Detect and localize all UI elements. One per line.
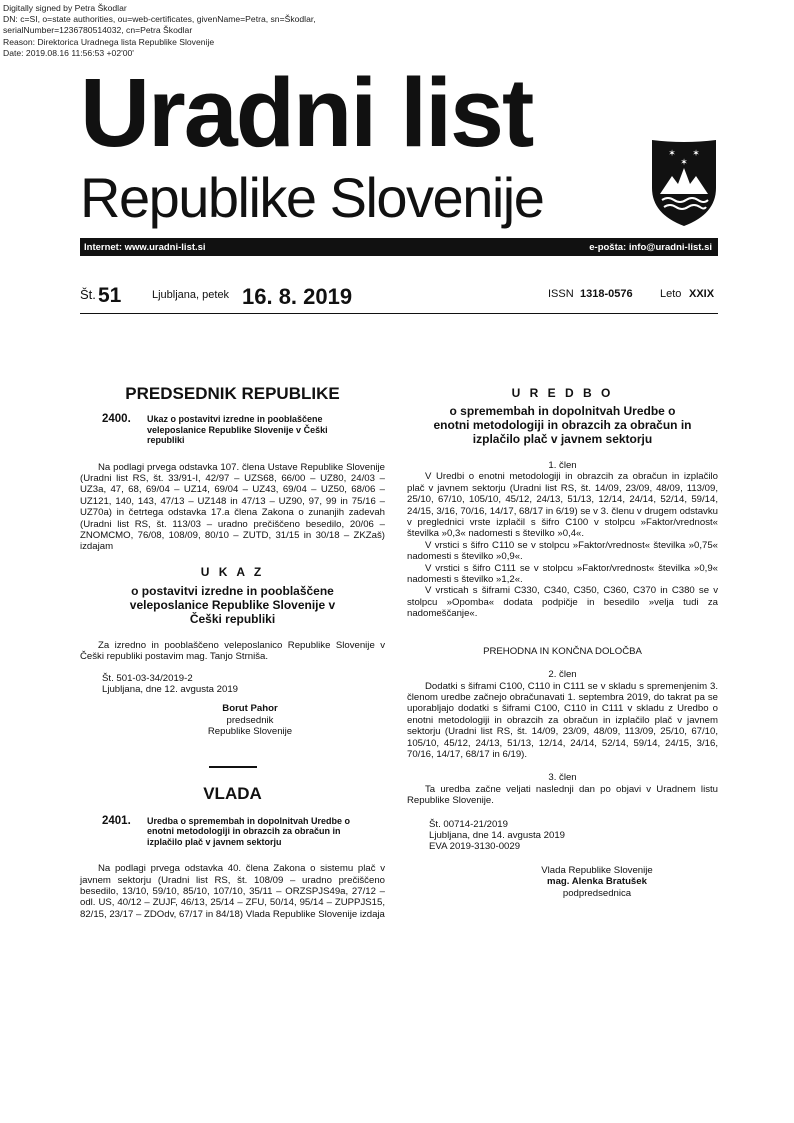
masthead-title: Uradni list (80, 58, 533, 167)
article-paragraph: Dodatki s šiframi C100, C110 in C111 se v skladu s spremenjenim 3. členom uredbe začnejo obračunavati 1. septembra 2019, do takrat pa se uporabljajo dodatki s šiframi C100, C110 in C111 v skladu z Uredbo o enotni metodologiji in obrazcih za obračun in izplačilo plač v javnem sektorju (Uradni list RS, št. 14/09, 23/09, 48/09, 113/09, 25/10, 67/10, 105/10, 45/12, 24/13, 51/13, 12/14, 24/14, 52/14, 59/14, 24/15, 3/16, 70/16, 14/17, 68/17 in 6/19). (407, 680, 718, 760)
ukaz-title: o postavitvi izredne in pooblaščene veleposlanice Republike Slovenije v Češki republiki (129, 583, 336, 626)
section-heading-government: VLADA (203, 783, 262, 803)
uredbo-title: o spremembah in dopolnitvah Uredbe o enotni metodologiji in obrazcih za obračun in izplačilo plač v javnem sektorju (433, 404, 692, 446)
decree-number: 2400. (102, 413, 131, 425)
digital-signature-block (3, 3, 316, 59)
signature-line: DN: c=SI, o=state authorities, ou=web-certificates, givenName=Petra, sn=Škodlar, (3, 14, 316, 25)
article-paragraph: Ta uredba začne veljati naslednji dan po objavi v Uradnem listu Republike Slovenije. (407, 783, 718, 807)
svg-text:✶: ✶ (668, 148, 676, 158)
section-heading-president: PREDSEDNIK REPUBLIKE (125, 384, 340, 403)
year-value: XXIX (689, 288, 715, 300)
reference-date: Ljubljana, dne 12. avgusta 2019 (102, 683, 239, 695)
signer-role: podpredsednica (562, 887, 632, 899)
signature-line: serialNumber=1236780514032, cn=Petra Škodlar (3, 25, 193, 36)
reference-date: Ljubljana, dne 14. avgusta 2019 (429, 829, 566, 841)
decree-heading-2401 (102, 816, 385, 848)
right-column (407, 386, 718, 899)
decree-title: Uredba o spremembah in dopolnitvah Uredbe o enotni metodologiji in obrazcih za obračun in izplačilo plač v javnem sektorju (147, 815, 351, 847)
internet-link[interactable]: Internet: www.uradni-list.si (84, 242, 206, 253)
article-heading: 3. člen (548, 772, 577, 784)
issue-info-line (80, 284, 718, 314)
ukaz-body: Za izredno in pooblaščeno veleposlanico Republike Slovenije v Češki republiki postavim mag. Tanjo Strniša. (80, 639, 385, 663)
issn-value: 1318-0576 (580, 288, 633, 300)
ukaz-heading: U K A Z (200, 564, 265, 579)
decree-title: Ukaz o postavitvi izredne in pooblaščene veleposlanice Republike Slovenije v Češki republiki (147, 414, 328, 445)
svg-text:✶: ✶ (692, 148, 700, 158)
signature-block (175, 703, 325, 737)
article-heading: 1. člen (548, 460, 577, 471)
article-paragraph: V vrsticah s šiframi C330, C340, C350, C360, C370 in C380 se v stolpcu »Opomba« dodata podpičje in besedilo »velja tudi za nadomeščanje«. (407, 585, 718, 620)
article-heading: 2. člen (548, 669, 577, 681)
issue-st-label: Št. (80, 287, 96, 302)
left-column (80, 384, 385, 920)
header-rule (80, 313, 718, 314)
year-label: Leto (660, 288, 682, 300)
signature-line: Digitally signed by Petra Škodlar (3, 3, 127, 13)
issn-label: ISSN (548, 288, 574, 300)
reference-number: Št. 501-03-34/2019-2 (102, 672, 193, 684)
decree-number: 2401. (102, 814, 131, 827)
signature-line: Date: 2019.08.16 11:56:53 +02'00' (3, 47, 134, 58)
uredbo-heading: U R E D B O (511, 386, 614, 400)
reference-number: Št. 00714-21/2019 (429, 818, 508, 830)
signature-line: Reason: Direktorica Uradnega lista Republike Slovenije (3, 36, 215, 47)
signer-name: mag. Alenka Bratušek (547, 876, 647, 888)
email-link[interactable]: e-pošta: info@uradni-list.si (589, 242, 712, 253)
chapter-heading: PREHODNA IN KONČNA DOLOČBA (483, 645, 642, 657)
issue-date: 16. 8. 2019 (242, 284, 353, 309)
signer-organization: Republike Slovenije (207, 726, 293, 738)
svg-text:✶: ✶ (680, 157, 688, 167)
preamble-paragraph: Na podlagi prvega odstavka 107. člena Ustave Republike Slovenije (Uradni list RS, št. 33/91-I, 42/97 – UZS68, 66/00 – UZ80, 24/03 – UZ3a, 47, 68, 69/04 – UZ14, 69/04 – UZ43, 69/04 – UZ50, 68/06 – UZ121, 140, 143, 47/13 – UZ148 in 47/13 – UZ90, 97, 99 in 75/16 – UZ70a) in četrtega odstavka 17.a člena Zakona o zunanjih zadevah (Uradni list RS, št. 113/03 – uradno prečiščeno besedilo, 20/06 – ZNOMCMO, 76/08, 108/09, 80/10 – ZUTD, 31/15 in 30/18 – ZKZaš) izdajam (80, 461, 385, 553)
section-divider (209, 766, 257, 768)
masthead-subtitle: Republike Slovenije (80, 166, 544, 229)
signer-organization: Vlada Republike Slovenije (541, 864, 653, 876)
issue-number: 51 (98, 284, 122, 307)
eva-number: EVA 2019-3130-0029 (429, 841, 521, 853)
article-paragraph: V vrstici s šifro C110 se v stolpcu »Faktor/vrednost« številka »0,75« nadomesti s številko »0,9«. (407, 539, 718, 563)
signature-block (507, 865, 687, 899)
coat-of-arms-icon (650, 138, 718, 228)
preamble-paragraph: Na podlagi prvega odstavka 40. člena Zakona o sistemu plač v javnem sektorju (Uradni list RS, št. 108/09 – uradno prečiščeno besedilo, 13/10, 59/10, 85/10, 107/10, 35/11 – ORZSPJS49a, 27/12 – odl. US, 40/12 – ZUJF, 46/13, 25/14 – ZFU, 50/14, 95/14 – ZUPPJS15, 82/15, 23/17 – ZDOdv, 67/17 in 84/18) Vlada Republike Slovenije izdaja (80, 863, 385, 920)
decree-heading-2400 (102, 414, 385, 446)
signer-role: predsednik (226, 714, 274, 726)
article-paragraph: V Uredbi o enotni metodologiji in obrazcih za obračun in izplačilo plač v javnem sektorju (Uradni list RS, št. 14/09, 23/09, 48/09, 113/09, 25/10, 67/10, 105/10, 45/12, 24/13, 51/13, 12/14, 24/14, 52/14, 59/14, 24/15, 3/16, 70/16, 14/17, 68/17 in 6/19) se v 3. členu v drugem odstavku v preglednici vrste izplačil s šifro C100 v stolpcu »Faktor/vrednost« številka »0,3« nadomesti s številko »0,4«. (407, 471, 718, 540)
article-paragraph: V vrstici s šifro C111 se v stolpcu »Faktor/vrednost« številka »0,9« nadomesti s številko »1,2«. (407, 562, 718, 586)
signer-name: Borut Pahor (222, 703, 278, 715)
masthead-contact-bar (80, 238, 718, 256)
issue-place-day: Ljubljana, petek (152, 289, 230, 301)
